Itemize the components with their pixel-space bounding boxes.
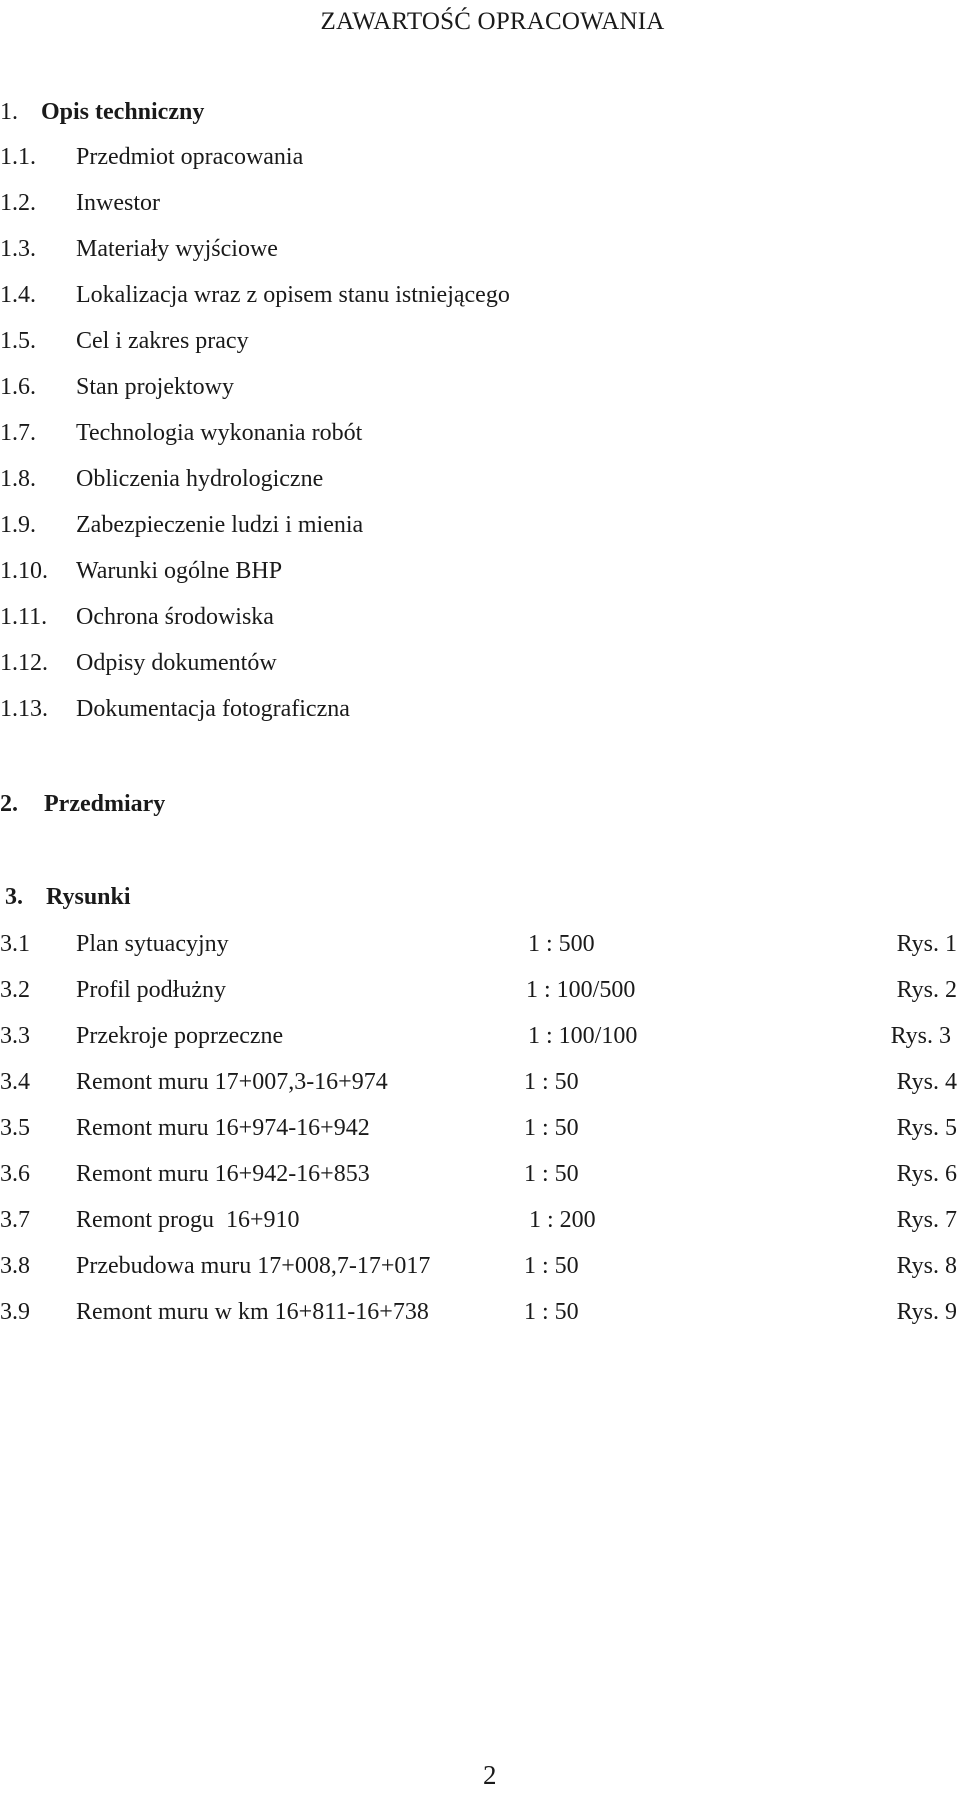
- drawing-scale: 1 : 50: [524, 1253, 579, 1279]
- drawing-sheet-number: Rys. 6: [896, 1161, 957, 1187]
- drawing-sheet-number: Rys. 7: [896, 1207, 957, 1233]
- drawing-number: 3.6: [0, 1161, 30, 1187]
- drawing-number: 3.5: [0, 1115, 30, 1141]
- drawing-title: Remont muru w km 16+811-16+738: [76, 1299, 429, 1325]
- drawing-sheet-number: Rys. 5: [896, 1115, 957, 1141]
- drawing-sheet-number: Rys. 4: [896, 1069, 957, 1095]
- drawing-title: Remont muru 16+974-16+942: [76, 1115, 370, 1141]
- section-number: 3.: [5, 884, 23, 910]
- drawing-title: Plan sytuacyjny: [76, 931, 229, 957]
- section-title: Opis techniczny: [41, 99, 205, 125]
- item-number: 1.13.: [0, 696, 48, 722]
- section-heading-drawings: [5, 880, 131, 914]
- page-number: 2: [483, 1760, 497, 1790]
- drawing-scale: 1 : 50: [524, 1115, 579, 1141]
- drawing-scale: 1 : 200: [529, 1207, 596, 1233]
- item-number: 1.1.: [0, 144, 36, 170]
- drawing-row: [0, 1013, 957, 1059]
- drawing-number: 3.2: [0, 977, 30, 1003]
- drawing-number: 3.7: [0, 1207, 30, 1233]
- item-label: Cel i zakres pracy: [76, 328, 249, 354]
- drawing-row: [0, 1289, 957, 1335]
- drawing-title: Remont muru 16+942-16+853: [76, 1161, 370, 1187]
- item-number: 1.2.: [0, 190, 36, 216]
- drawing-number: 3.8: [0, 1253, 30, 1279]
- drawing-row: [0, 1059, 957, 1105]
- drawing-sheet-number: Rys. 8: [896, 1253, 957, 1279]
- drawing-sheet-number: Rys. 3: [890, 1023, 951, 1049]
- drawing-number: 3.1: [0, 931, 30, 957]
- drawing-number: 3.9: [0, 1299, 30, 1325]
- section-title: Rysunki: [46, 884, 131, 910]
- item-label: Materiały wyjściowe: [76, 236, 278, 262]
- item-number: 1.11.: [0, 604, 48, 630]
- drawing-title: Przebudowa muru 17+008,7-17+017: [76, 1253, 431, 1279]
- drawing-sheet-number: Rys. 9: [896, 1299, 957, 1325]
- item-label: Zabezpieczenie ludzi i mienia: [76, 512, 364, 538]
- drawing-number: 3.4: [0, 1069, 30, 1095]
- section-title: Przedmiary: [44, 791, 166, 817]
- item-label: Stan projektowy: [76, 374, 234, 400]
- drawing-scale: 1 : 500: [528, 931, 595, 957]
- item-number: 1.6.: [0, 374, 36, 400]
- drawing-title: Remont progu 16+910: [76, 1207, 300, 1233]
- item-label: Technologia wykonania robót: [76, 420, 363, 446]
- drawing-title: Profil podłużny: [76, 977, 226, 1003]
- section-heading-bill-of-quantities: [0, 787, 165, 821]
- item-number: 1.12.: [0, 650, 48, 676]
- item-number: 1.10.: [0, 558, 48, 584]
- item-label: Dokumentacja fotograficzna: [76, 696, 350, 722]
- item-label: Lokalizacja wraz z opisem stanu istniejącego: [76, 282, 510, 308]
- drawing-row: [0, 1105, 957, 1151]
- item-label: Inwestor: [76, 190, 160, 216]
- drawing-row: [0, 967, 957, 1013]
- item-number: 1.8.: [0, 466, 36, 492]
- item-number: 1.3.: [0, 236, 36, 262]
- section-number: 1.: [0, 99, 18, 125]
- section-number: 2.: [0, 791, 18, 817]
- drawing-row: [0, 1151, 957, 1197]
- item-label: Przedmiot opracowania: [76, 144, 304, 170]
- drawing-sheet-number: Rys. 2: [896, 977, 957, 1003]
- item-label: Odpisy dokumentów: [76, 650, 277, 676]
- page-title: ZAWARTOŚĆ OPRACOWANIA: [320, 8, 665, 35]
- drawing-sheet-number: Rys. 1: [896, 931, 957, 957]
- drawing-scale: 1 : 50: [524, 1161, 579, 1187]
- drawing-scale: 1 : 50: [524, 1299, 579, 1325]
- drawing-scale: 1 : 100/100: [528, 1023, 638, 1049]
- drawing-title: Przekroje poprzeczne: [76, 1023, 284, 1049]
- item-label: Warunki ogólne BHP: [76, 558, 283, 584]
- item-number: 1.9.: [0, 512, 36, 538]
- item-number: 1.7.: [0, 420, 36, 446]
- section-heading-technical-description: [0, 95, 204, 129]
- drawing-row: [0, 1243, 957, 1289]
- drawing-number: 3.3: [0, 1023, 30, 1049]
- drawing-row: [0, 921, 957, 967]
- drawing-title: Remont muru 17+007,3-16+974: [76, 1069, 388, 1095]
- drawing-scale: 1 : 50: [524, 1069, 579, 1095]
- item-label: Obliczenia hydrologiczne: [76, 466, 324, 492]
- drawing-row: [0, 1197, 957, 1243]
- item-number: 1.5.: [0, 328, 36, 354]
- item-number: 1.4.: [0, 282, 36, 308]
- drawing-scale: 1 : 100/500: [526, 977, 636, 1003]
- item-label: Ochrona środowiska: [76, 604, 274, 630]
